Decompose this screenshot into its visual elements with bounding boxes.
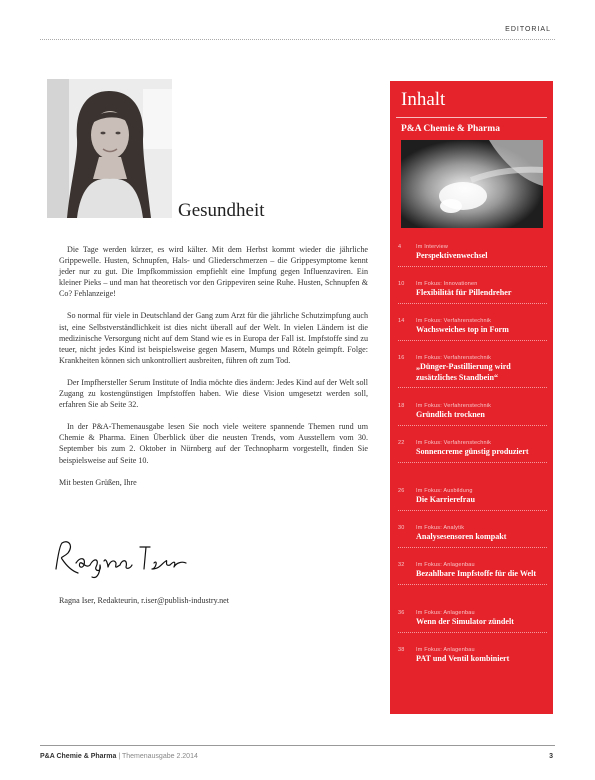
editorial-headline: Gesundheit	[178, 200, 265, 221]
toc-entry[interactable]	[398, 647, 547, 665]
toc-category: Im Fokus: Ausbildung	[416, 488, 473, 494]
toc-page-number: 30	[398, 525, 405, 531]
author-portrait	[47, 79, 172, 218]
toc-category: Im Fokus: Innovationen	[416, 281, 478, 287]
editorial-paragraph: In der P&A-Themenausgabe lesen Sie noch viele weitere spannende Themen rund um Chemie & Pharma. Einen Überblick über die neusten Trends, vom Ausstellern vom 30. September bis zum 2. Oktober in Nürnberg auf der Technopharm vorgestellt, finden Sie beispielsweise auf Seite 10.	[59, 422, 368, 465]
toc-category: Im Fokus: Anlagenbau	[416, 562, 475, 568]
toc-category: Im Interview	[416, 244, 449, 250]
toc-entry[interactable]	[398, 355, 547, 388]
toc-entry-title: Gründlich trocknen	[416, 410, 485, 419]
footer-issue: Themenausgabe 2.2014	[121, 753, 198, 760]
toc-category: Im Fokus: Verfahrenstechnik	[416, 403, 492, 409]
toc-entry[interactable]	[398, 403, 547, 426]
page-footer: P&A Chemie & Pharma | Themenausgabe 2.2014 3	[40, 753, 553, 760]
toc-category: Im Fokus: Anlagenbau	[416, 610, 475, 616]
toc-entry-title: Sonnencreme günstig produziert	[416, 447, 529, 456]
toc-entry[interactable]	[398, 244, 547, 267]
toc-page-number: 16	[398, 355, 405, 361]
editorial-paragraph: So normal für viele in Deutschland der Gang zum Arzt für die jährliche Schutzimpfung auch ist, eine Selbstverständlichkeit ist dies nicht überall auf der Welt. In vielen Ländern ist die medizinische Versorgung nicht auf dem Stand wie es in Europa der Fall ist. Impfstoffe sind zu teuer, nicht jedes Kind ist beispielsweise gegen Masern, Mumps und Röteln geimpft. Folge: Krankheiten können sich unkontrolliert ausbreiten, führen oft zum Tod.	[59, 311, 368, 365]
toc-category: Im Fokus: Verfahrenstechnik	[416, 355, 492, 361]
toc-page-number: 36	[398, 610, 405, 616]
toc-entry[interactable]	[398, 440, 547, 463]
toc-page-number: 32	[398, 562, 405, 568]
toc-category: Im Fokus: Verfahrenstechnik	[416, 318, 492, 324]
toc-entry-title: PAT und Ventil kombiniert	[416, 654, 510, 663]
top-rule	[40, 39, 555, 40]
toc-entry[interactable]	[398, 610, 547, 633]
toc-entry[interactable]	[398, 318, 547, 341]
toc-category: Im Fokus: Analytik	[416, 525, 465, 531]
toc-page-number: 14	[398, 318, 405, 324]
toc-entry-title: Bezahlbare Impfstoffe für die Welt	[416, 569, 537, 578]
editorial-body	[59, 244, 368, 499]
toc-panel	[390, 81, 553, 714]
section-label: EDITORIAL	[505, 26, 551, 33]
toc-entry[interactable]	[398, 281, 547, 304]
footer-rule	[40, 745, 555, 746]
toc-entry-title: Analysesensoren kompakt	[416, 532, 507, 541]
toc-entry[interactable]	[398, 525, 547, 548]
toc-entry[interactable]	[398, 562, 547, 585]
toc-page-number: 10	[398, 281, 405, 287]
page-number: 3	[549, 753, 553, 760]
toc-divider	[396, 117, 547, 118]
toc-category: Im Fokus: Anlagenbau	[416, 647, 475, 653]
toc-category: Im Fokus: Verfahrenstechnik	[416, 440, 492, 446]
toc-page-number: 22	[398, 440, 405, 446]
toc-entry-title: Wachsweiches top in Form	[416, 325, 509, 334]
toc-entry-title: Flexibilität für Pillendreher	[416, 288, 512, 297]
editorial-paragraph: Die Tage werden kürzer, es wird kälter. Mit dem Herbst kommt wieder die jährliche Grippewelle. Husten, Schnupfen, Hals- und Gliederschmerzen – die Grippesymptome kennt jeder nur zu gut. Die Impfkommission empfiehlt eine Impfung gegen Influenzaviren. Ein kleiner Pieks – und man hat theoretisch vor den Grippeviren seine Ruhe. Husten, Schnupfen & Co? Fehlanzeige!	[59, 245, 368, 299]
toc-page-number: 18	[398, 403, 405, 409]
toc-entry[interactable]	[398, 488, 547, 511]
toc-subtitle: P&A Chemie & Pharma	[401, 124, 500, 134]
toc-entry-title: „Dünger-Pastillierung wird zusätzliches Standbein“	[416, 362, 511, 382]
toc-page-number: 26	[398, 488, 405, 494]
toc-entry-title: Wenn der Simulator zündelt	[416, 617, 514, 626]
toc-page-number: 4	[398, 244, 402, 250]
footer-brand: P&A Chemie & Pharma	[40, 753, 117, 760]
toc-page-number: 38	[398, 647, 405, 653]
toc-title: Inhalt	[401, 89, 446, 110]
toc-cover-image	[401, 140, 543, 228]
author-line: Ragna Iser, Redakteurin, r.iser@publish-industry.net	[59, 596, 230, 605]
handwritten-signature	[50, 535, 190, 580]
toc-entry-title: Die Karrierefrau	[416, 495, 475, 504]
toc-entry-title: Perspektivenwechsel	[416, 251, 488, 260]
editorial-paragraph: Der Impfhersteller Serum Institute of India möchte dies ändern: Jedes Kind auf der Welt soll Zugang zu kostengünstigen Impfstoffen haben. Wie diese Vision umgesetzt werden soll, erfahren Sie ab Seite 32.	[59, 377, 368, 410]
editorial-greeting: Mit besten Grüßen, Ihre	[59, 477, 137, 487]
